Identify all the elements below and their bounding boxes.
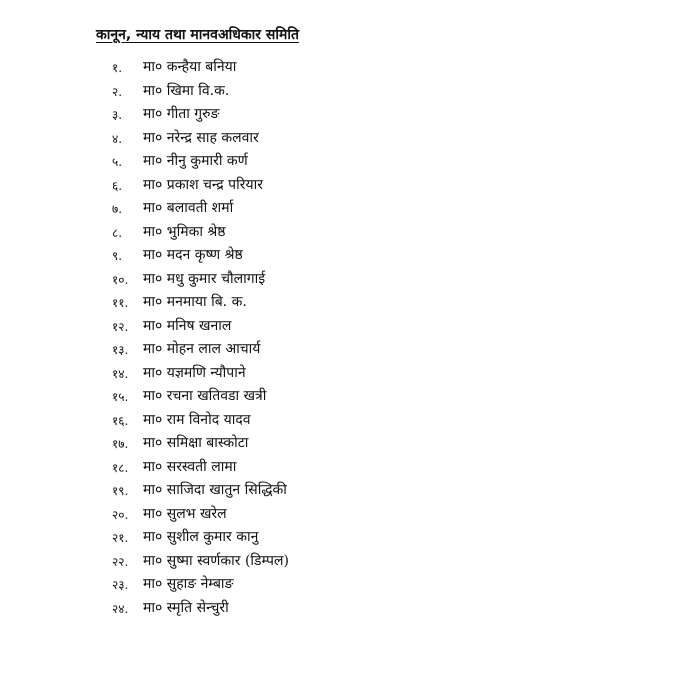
member-number: ६.: [112, 178, 123, 193]
member-name: मा० यज्ञमणि न्यौपाने: [143, 364, 246, 381]
member-row: [0, 56, 600, 80]
member-name: मा० प्रकाश चन्द्र परियार: [143, 176, 263, 193]
member-number: २२.: [112, 554, 129, 569]
member-number: २१.: [112, 531, 129, 545]
member-name: मा० सुहाङ नेम्बाङ: [143, 576, 234, 592]
member-number: ७.: [112, 202, 123, 216]
member-row: [0, 526, 600, 550]
member-name: मा० राम विनोद यादव: [143, 411, 251, 428]
member-number: ८.: [112, 225, 123, 240]
member-number: ३.: [112, 108, 123, 122]
member-number: १३.: [112, 343, 129, 357]
member-name: मा० खिमा वि.क.: [143, 82, 230, 99]
member-row: [0, 385, 600, 409]
member-number: १७.: [112, 437, 129, 451]
member-number: १८.: [112, 460, 129, 475]
member-name: मा० कन्हैया बनिया: [143, 59, 237, 75]
member-number: ९.: [112, 249, 123, 263]
member-row: [0, 573, 600, 597]
member-row: [0, 80, 600, 104]
member-name: मा० रचना खतिवडा खत्री: [143, 388, 267, 404]
member-number: १.: [112, 61, 123, 75]
member-name: मा० गीता गुरुङ: [143, 106, 220, 122]
member-row: [0, 362, 600, 386]
member-row: [0, 197, 600, 221]
member-row: [0, 268, 600, 292]
member-number: १२.: [112, 319, 129, 334]
member-name: मा० मधु कुमार चौलागाई: [143, 270, 266, 287]
member-number: १६.: [112, 413, 129, 428]
member-name: मा० नरेन्द्र साह कलवार: [143, 129, 259, 146]
member-number: १४.: [112, 366, 129, 381]
member-number: ११.: [112, 296, 129, 310]
member-row: [0, 150, 600, 174]
member-number: १९.: [112, 484, 129, 498]
member-name: मा० बलावती शर्मा: [143, 200, 234, 216]
member-row: [0, 550, 600, 574]
member-name: मा० मनमाया बि. क.: [143, 294, 247, 310]
member-row: [0, 597, 600, 621]
member-number: ४.: [112, 131, 123, 146]
member-number: २४.: [112, 601, 129, 616]
committee-title: कानून, न्याय तथा मानवअधिकार समिति: [96, 27, 299, 43]
member-name: मा० सुशील कुमार कानु: [143, 529, 259, 545]
member-name: मा० स्मृति सेन्चुरी: [143, 599, 229, 616]
member-name: मा० समिक्षा बास्कोटा: [143, 435, 249, 451]
member-row: [0, 244, 600, 268]
member-number: ५.: [112, 155, 123, 169]
member-row: [0, 503, 600, 527]
member-name: मा० सुलभ खरेल: [143, 505, 227, 522]
member-name: मा० सुष्मा स्वर्णकार (डिम्पल): [143, 552, 289, 569]
member-list: [0, 56, 600, 620]
member-name: मा० नीनु कुमारी कर्ण: [143, 153, 248, 169]
member-name: मा० साजिदा खातुन सिद्धिकी: [143, 482, 287, 498]
member-number: २०.: [112, 507, 129, 522]
member-row: [0, 221, 600, 245]
member-name: मा० भुमिका श्रेष्ठ: [143, 223, 226, 240]
member-name: मा० मदन कृष्ण श्रेष्ठ: [143, 247, 243, 263]
member-row: [0, 479, 600, 503]
member-row: [0, 338, 600, 362]
member-number: २.: [112, 84, 123, 99]
member-row: [0, 103, 600, 127]
member-name: मा० सरस्वती लामा: [143, 458, 237, 475]
member-name: मा० मनिष खनाल: [143, 317, 232, 334]
member-row: [0, 174, 600, 198]
member-number: १५.: [112, 390, 129, 404]
member-row: [0, 127, 600, 151]
member-row: [0, 456, 600, 480]
member-number: २३.: [112, 578, 129, 592]
member-row: [0, 315, 600, 339]
member-number: १०.: [112, 272, 129, 287]
member-row: [0, 409, 600, 433]
member-name: मा० मोहन लाल आचार्य: [143, 341, 261, 357]
member-row: [0, 291, 600, 315]
member-row: [0, 432, 600, 456]
